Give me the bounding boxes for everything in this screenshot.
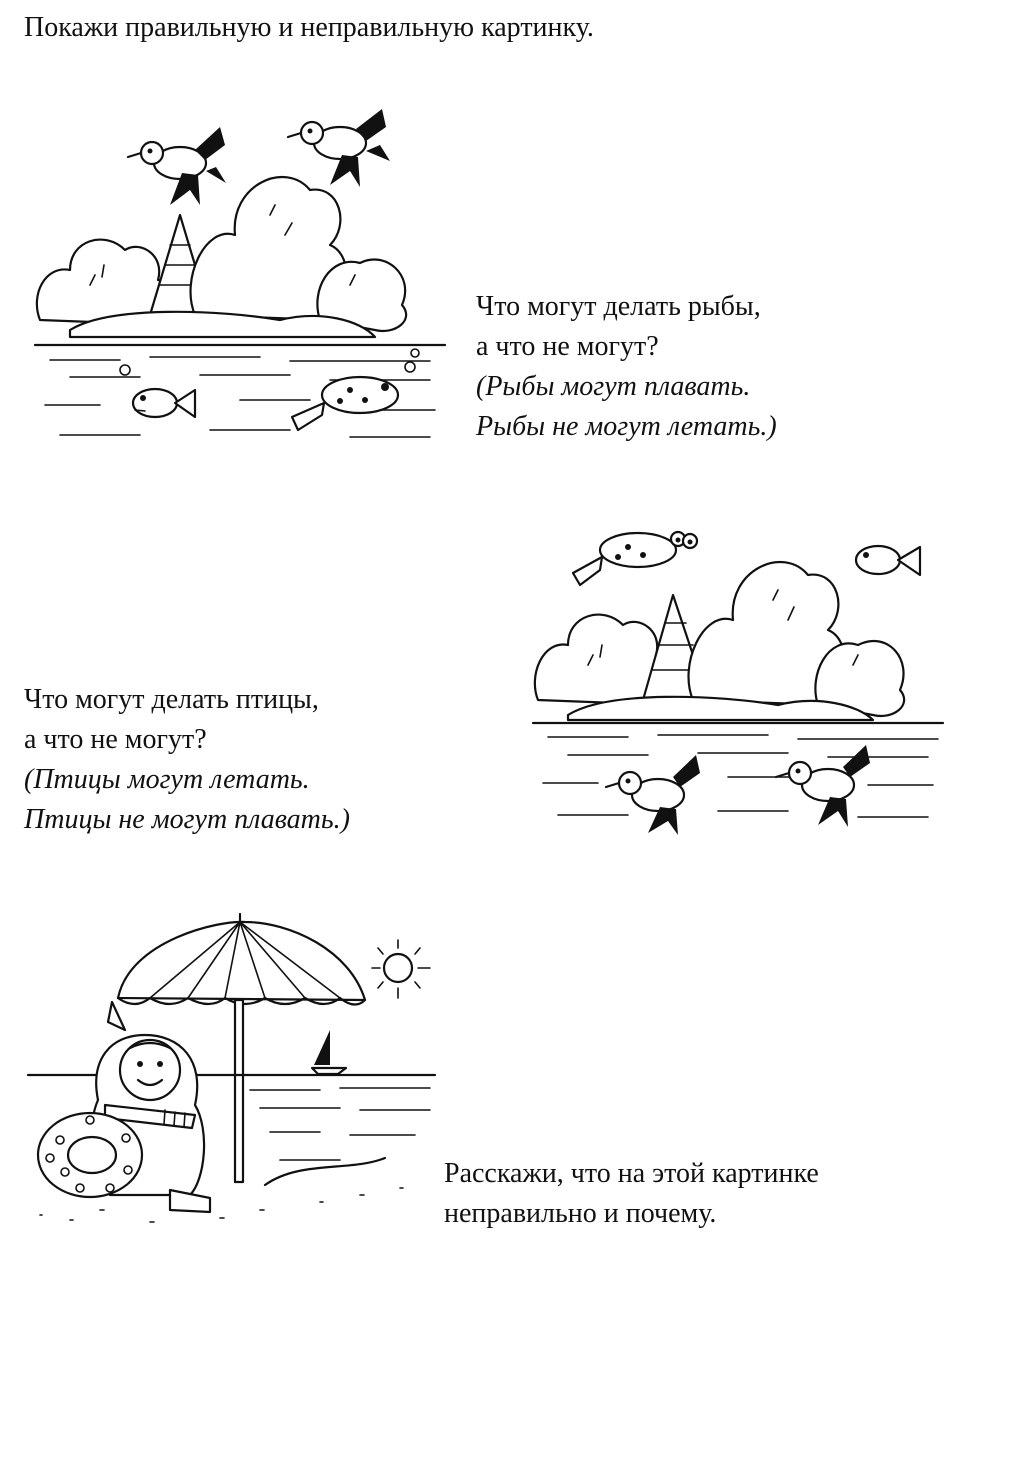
bird-in-water-right (776, 745, 870, 827)
page-title: Покажи правильную и неправильную картинку. (24, 12, 594, 43)
bird-question-line-2: а что не могут? (24, 724, 207, 755)
fish-answer-line-1: (Рыбы могут плавать. (476, 371, 751, 402)
beach-question-line-2: неправильно и почему. (444, 1198, 717, 1229)
fish-answer-line-2: Рыбы не могут летать.) (476, 411, 777, 442)
fish-flying-right (856, 546, 920, 575)
bird-flying-right (288, 109, 390, 187)
fish-question-line-1: Что могут делать рыбы, (476, 291, 761, 322)
wrong-scene-illustration (528, 515, 948, 845)
sailboat (312, 1030, 346, 1074)
bird-question-block (24, 680, 350, 840)
beach-question-block (444, 1154, 819, 1234)
bird-in-water-left (606, 755, 700, 835)
bird-answer-line-2: Птицы не могут плавать.) (24, 804, 350, 835)
correct-scene-illustration (30, 105, 450, 450)
fish-in-water-right (292, 377, 398, 430)
beach-question-line-1: Расскажи, что на этой картинке (444, 1158, 819, 1189)
bird-flying-left (128, 127, 226, 205)
swim-ring (38, 1113, 142, 1197)
beach-scene-illustration (20, 910, 440, 1230)
bird-question-line-1: Что могут делать птицы, (24, 684, 319, 715)
bird-answer-line-1: (Птицы могут летать. (24, 764, 310, 795)
fish-question-block (476, 287, 777, 447)
fish-flying-left (573, 532, 697, 585)
fish-question-line-2: а что не могут? (476, 331, 659, 362)
fish-in-water-left (133, 389, 195, 417)
sun-icon (372, 940, 430, 998)
